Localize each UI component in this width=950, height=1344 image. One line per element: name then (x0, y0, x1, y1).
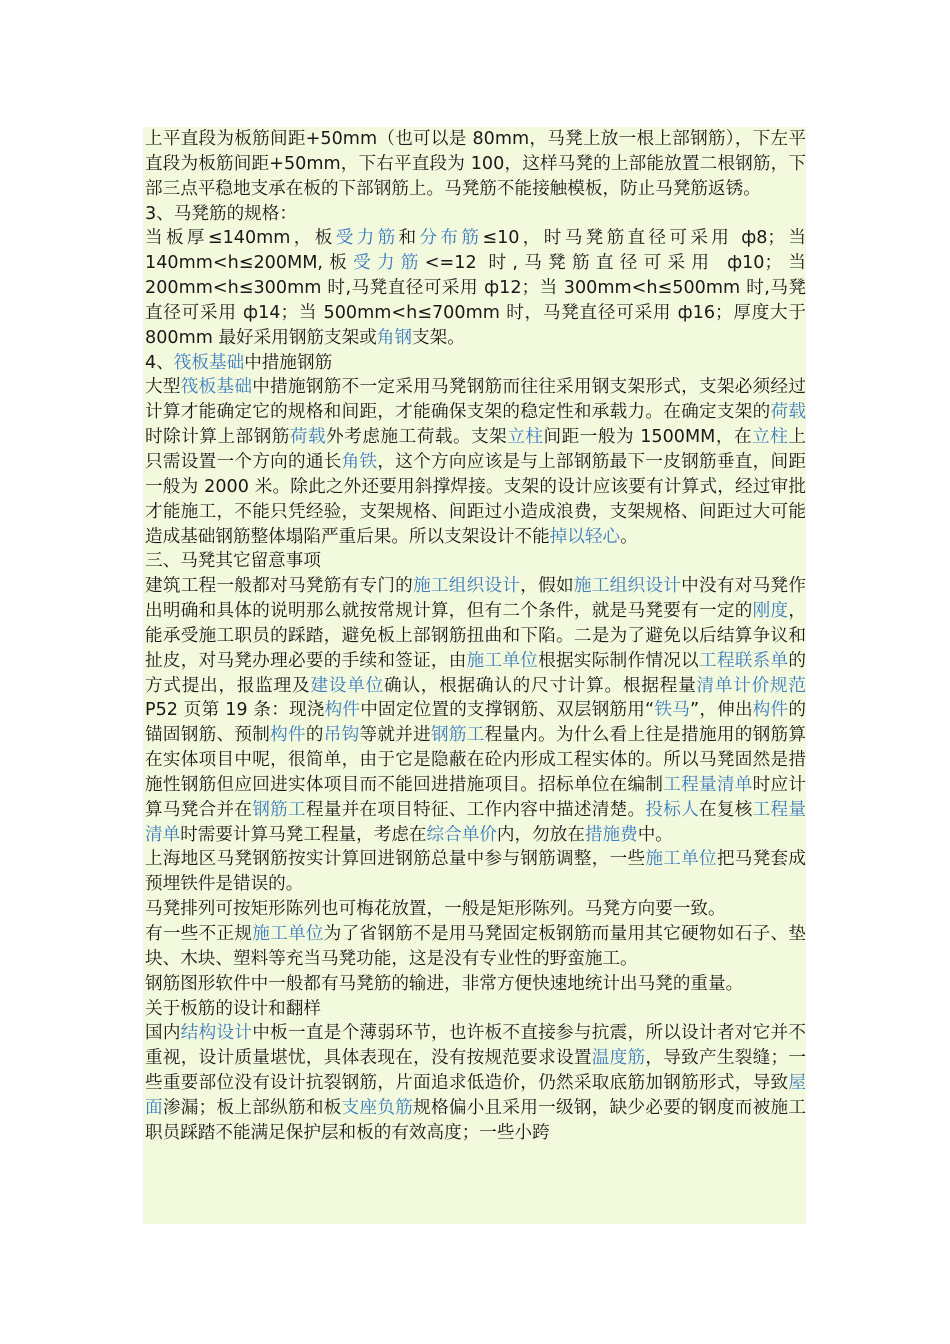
inline-link[interactable]: 构件 (752, 700, 789, 721)
text-run: 等就并进 (359, 725, 431, 746)
paragraph (145, 574, 806, 847)
inline-link[interactable]: 建设单位 (310, 675, 384, 696)
inline-link[interactable]: 工程量清单 (145, 799, 806, 845)
text-run: 建筑工程一般都对马凳筋有专门的 (145, 576, 414, 597)
text-run: 钢筋图形软件中一般都有马凳筋的输进，非常方便快速地统计出马凳的重量。 (145, 973, 744, 994)
paragraph (145, 1021, 806, 1145)
inline-link[interactable]: 构件 (324, 700, 361, 721)
text-run: 根据实际制作情况以 (538, 650, 699, 671)
text-run: 外考虑施工荷载。支架 (326, 427, 508, 448)
text-run: ，这个方向应该是与上部钢筋最下一皮钢筋垂直，间距一般为 2000 米。除此之外还要用斜撑焊接。支架的设计应该要有计算式，经过审批才能施工，不能只凭经验，支架规格、间距过小造成浪费，支架规格、间距过大可能造成基础钢筋整体塌陷严重后果。所以支架设计不能 (145, 451, 806, 547)
text-run: 中没有对马凳作出明确和具体的说明那么就按常规计算，但有二个条件，就是马凳要有一定的 (145, 576, 806, 622)
text-run: 中措施钢筋不一定采用马凳钢筋而往往采用钢支架形式，支架必须经过计算才能确定它的规格和间距，才能确保支架的稳定性和承载力。在确定支架的 (145, 377, 806, 423)
text-run: 中固定位置的支撑钢筋、双层钢筋用“ (360, 700, 655, 721)
inline-link[interactable]: 筏板基础 (173, 352, 245, 373)
inline-link[interactable]: 刚度 (752, 601, 789, 622)
text-run: 马凳排列可按矩形陈列也可梅花放置，一般是矩形陈列。马凳方向要一致。 (145, 899, 726, 920)
text-run: 内，勿放在 (496, 824, 585, 845)
text-run: 三、马凳其它留意事项 (145, 551, 321, 572)
text-run: 上平直段为板筋间距+50mm（也可以是 80mm，马凳上放一根上部钢筋），下左平直段为板筋间距+50mm，下右平直段为 100，这样马凳的上部能放置二根钢筋，下部三点平稳地支承在板的下部钢筋上。马凳筋不能接触模板，防止马凳筋返锈。 (145, 129, 806, 199)
paragraph (145, 972, 806, 997)
text-run: 当板厚≤140mm，板 (145, 228, 336, 249)
paragraph (145, 549, 806, 574)
paragraph (145, 847, 806, 897)
inline-link[interactable]: 施工单位 (466, 650, 539, 671)
text-run: <=12 时,马凳筋直径可采用 ф10；当 200mm<h≤300mm 时,马凳直径可采用 ф12；当 300mm<h≤500mm 时,马凳直径可采用 ф14；当 500mm<h≤700mm 时，马凳直径可采用 ф16；厚度大于 800mm 最好采用钢筋支架或 (145, 253, 806, 348)
text-run: ，能承受施工职员的踩踏，避免板上部钢筋扭曲和下陷。二是为了避免以后结算争议和扯皮，对马凳办理必要的手续和签证，由 (145, 601, 806, 671)
text-run: 上海地区马凳钢筋按实计算回进钢筋总量中参与钢筋调整，一些 (145, 849, 646, 870)
inline-link[interactable]: 铁马 (654, 700, 691, 721)
inline-link[interactable]: 分布筋 (419, 228, 483, 249)
text-run: 。 (620, 526, 638, 547)
inline-link[interactable]: 荷载 (289, 427, 327, 448)
text-run: 确认，根据确认的尺寸计算。根据程量 (383, 675, 697, 696)
text-run: 和 (398, 228, 420, 249)
inline-link[interactable]: 投标人 (645, 799, 700, 820)
text-run: 程量内。为什么看上往是措施用的钢筋算在实体项目中呢，很简单，由于它是隐蔽在砼内形成工程实体的。所以马凳固然是措施性钢筋但应回进实体项目而不能回进措施项目。招标单位在编制 (145, 725, 806, 795)
inline-link[interactable]: 措施费 (584, 824, 638, 845)
inline-link[interactable]: 施工组织设计 (573, 576, 682, 597)
text-run: 的方式提出，报监理及 (145, 650, 806, 696)
text-run: 规格偏小且采用一级钢，缺少必要的钢度而被施工职员踩踏不能满足保护层和板的有效高度；一些小跨 (145, 1097, 806, 1143)
paragraph (145, 202, 806, 227)
inline-link[interactable]: 支座负筋 (341, 1097, 414, 1118)
text-run: 关于板筋的设计和翻样 (145, 998, 321, 1019)
text-run: P52 页第 19 条：现浇 (145, 700, 325, 721)
text-run: ≤10，时马凳筋直径可采用 ф8；当 140mm<h≤200MM,板 (145, 228, 806, 274)
inline-link[interactable]: 施工组织设计 (413, 576, 521, 597)
inline-link[interactable]: 工程量清单 (663, 774, 753, 795)
text-run: 的锚固钢筋、预制 (145, 700, 806, 746)
inline-link[interactable]: 筏板基础 (180, 377, 253, 398)
text-run: 时除计算上部钢筋 (145, 427, 290, 448)
inline-link[interactable]: 综合单价 (426, 824, 497, 845)
text-run: 中板一直是个薄弱环节，也许板不直接参与抗震，所以设计者对它并不重视，设计质量堪忧，具体表现在，没有按规范要求设置 (145, 1023, 806, 1069)
inline-link[interactable]: 钢筋工 (252, 799, 306, 820)
text-run: 程量并在项目特征、工作内容中描述清楚。 (305, 799, 646, 820)
inline-link[interactable]: 钢筋工 (430, 725, 485, 746)
text-run: 时需要计算马凳工程量，考虑在 (180, 824, 427, 845)
inline-link[interactable]: 立柱 (507, 427, 544, 448)
inline-link[interactable]: 受力筋 (353, 253, 425, 274)
text-run: 3、马凳筋的规格： (145, 203, 297, 224)
inline-link[interactable]: 施工单位 (645, 849, 717, 870)
paragraph (145, 997, 806, 1022)
paragraph (145, 375, 806, 549)
text-run: ，导致产生裂缝；一些重要部位没有设计抗裂钢筋，片面追求低造价，仍然采取底筋加钢筋形式，导致 (145, 1048, 806, 1094)
inline-link[interactable]: 掉以轻心 (549, 526, 621, 547)
text-run: 国内 (145, 1023, 181, 1044)
text-run: 的 (305, 725, 324, 746)
inline-link[interactable]: 角铁 (341, 451, 378, 472)
paragraph (145, 127, 806, 202)
text-run: 时应计算马凳合并在 (145, 774, 806, 820)
paragraph (145, 351, 806, 376)
paragraph (145, 226, 806, 350)
text-run: 在复核 (699, 799, 753, 820)
text-run: 中措施钢筋 (244, 352, 333, 373)
paragraph (145, 922, 806, 972)
text-run: 大型 (145, 377, 181, 398)
text-run: ，假如 (520, 576, 574, 597)
text-run: 为了省钢筋不是用马凳固定板钢筋而量用其它硬物如石子、垫块、木块、塑料等充当马凳功能，这是没有专业性的野蛮施工。 (145, 924, 806, 969)
text-run: 上只需设置一个方向的通长 (145, 427, 806, 472)
document-text-panel (143, 127, 806, 1224)
inline-link[interactable]: 构件 (270, 725, 306, 746)
inline-link[interactable]: 清单计价规范 (696, 675, 806, 696)
text-run: 渗漏；板上部纵筋和板 (162, 1097, 342, 1118)
inline-link[interactable]: 荷载 (770, 402, 806, 423)
text-run: 支架。 (412, 327, 465, 348)
inline-link[interactable]: 工程联系单 (699, 650, 789, 671)
text-run: ”，伸出 (690, 700, 753, 721)
inline-link[interactable]: 结构设计 (180, 1023, 253, 1044)
text-run: 4、 (145, 352, 174, 373)
paragraph (145, 897, 806, 922)
inline-link[interactable]: 温度筋 (591, 1048, 646, 1069)
inline-link[interactable]: 受力筋 (335, 228, 399, 249)
inline-link[interactable]: 立柱 (752, 427, 789, 448)
text-run: 中。 (637, 824, 673, 845)
text-run: 有一些不正规 (145, 924, 253, 944)
inline-link[interactable]: 施工单位 (252, 924, 324, 944)
inline-link[interactable]: 吊钩 (323, 725, 360, 746)
text-run: 把马凳套成预埋铁件是错误的。 (145, 849, 806, 895)
inline-link[interactable]: 角钢 (376, 327, 412, 348)
text-run: 间距一般为 1500MM，在 (543, 427, 753, 448)
inline-link[interactable]: 屋面 (145, 1073, 806, 1118)
